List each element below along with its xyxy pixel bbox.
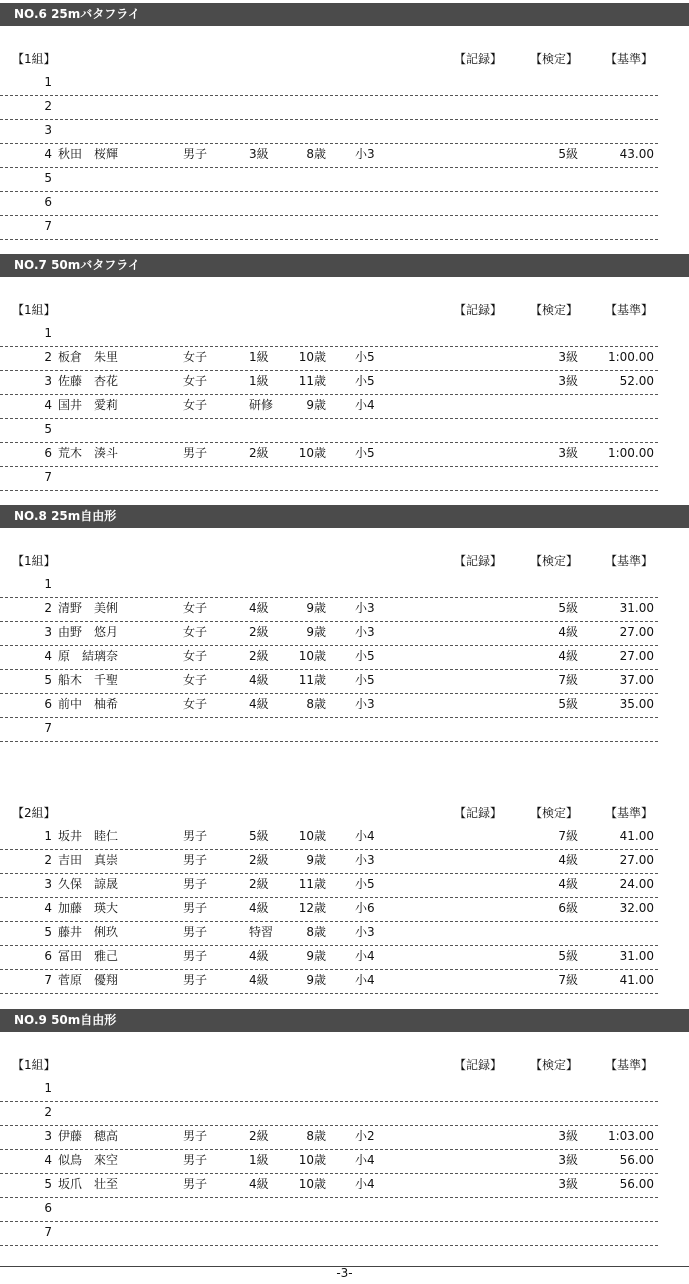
lane-row — [0, 873, 658, 898]
header-record: 【記録】 — [454, 1058, 503, 1072]
lane-row — [0, 825, 658, 850]
test-level: 7級 — [558, 973, 578, 987]
swimmer-age: 8歳 — [306, 1129, 326, 1143]
swimmer-grade: 2級 — [249, 625, 269, 639]
swimmer-grade: 3級 — [249, 147, 269, 161]
lane-row — [0, 322, 658, 347]
lane-number: 3 — [44, 625, 52, 639]
swimmer-sex: 女子 — [183, 398, 208, 412]
header-test: 【検定】 — [530, 1058, 579, 1072]
swimmer-sex: 男子 — [183, 1129, 208, 1143]
lane-number: 2 — [44, 99, 52, 113]
header-standard: 【基準】 — [605, 554, 654, 568]
lane-number: 5 — [44, 422, 52, 436]
swimmer-sex: 男子 — [183, 1153, 208, 1167]
lane-row — [0, 1197, 658, 1222]
swimmer-sex: 女子 — [183, 625, 208, 639]
swimmer-grade: 1級 — [249, 374, 269, 388]
header-test: 【検定】 — [530, 554, 579, 568]
header-record: 【記録】 — [454, 303, 503, 317]
swimmer-name: 国井 愛莉 — [58, 398, 119, 412]
test-level: 5級 — [558, 697, 578, 711]
lane-row — [0, 645, 658, 670]
school-year: 小5 — [355, 446, 375, 460]
group-label: 【1組】 — [12, 1058, 56, 1072]
standard-time: 32.00 — [619, 901, 654, 915]
test-level: 5級 — [558, 949, 578, 963]
standard-time: 41.00 — [619, 973, 654, 987]
swimmer-name: 坂爪 壮至 — [58, 1177, 119, 1191]
test-level: 4級 — [558, 625, 578, 639]
swimmer-sex: 男子 — [183, 877, 208, 891]
swimmer-grade: 2級 — [249, 877, 269, 891]
school-year: 小4 — [355, 1153, 375, 1167]
test-level: 4級 — [558, 649, 578, 663]
standard-time: 56.00 — [619, 1153, 654, 1167]
swimmer-grade: 4級 — [249, 1177, 269, 1191]
lane-number: 3 — [44, 1129, 52, 1143]
swimmer-age: 8歳 — [306, 147, 326, 161]
lane-row — [0, 969, 658, 994]
lane-number: 7 — [44, 973, 52, 987]
lane-row — [0, 849, 658, 874]
swimmer-age: 9歳 — [306, 398, 326, 412]
lane-number: 7 — [44, 470, 52, 484]
lane-row — [0, 717, 658, 742]
test-level: 3級 — [558, 1153, 578, 1167]
lane-row — [0, 1125, 658, 1150]
lane-number: 2 — [44, 1105, 52, 1119]
swimmer-name: 冨田 雅己 — [58, 949, 119, 963]
swimmer-grade: 2級 — [249, 1129, 269, 1143]
school-year: 小3 — [355, 625, 375, 639]
swimmer-grade: 1級 — [249, 350, 269, 364]
swimmer-age: 9歳 — [306, 601, 326, 615]
lane-number: 2 — [44, 853, 52, 867]
swimmer-name: 由野 悠月 — [58, 625, 119, 639]
lane-number: 7 — [44, 219, 52, 233]
group-label: 【1組】 — [12, 52, 56, 66]
swimmer-sex: 男子 — [183, 1177, 208, 1191]
lane-number: 6 — [44, 697, 52, 711]
lane-number: 7 — [44, 721, 52, 735]
school-year: 小4 — [355, 973, 375, 987]
lane-number: 4 — [44, 147, 52, 161]
swimmer-grade: 2級 — [249, 446, 269, 460]
swimmer-age: 10歳 — [298, 446, 326, 460]
swimmer-sex: 男子 — [183, 147, 208, 161]
swimmer-age: 10歳 — [298, 1153, 326, 1167]
lane-row — [0, 215, 658, 240]
lane-row — [0, 370, 658, 395]
lane-number: 2 — [44, 350, 52, 364]
standard-time: 27.00 — [619, 649, 654, 663]
swimmer-name: 菅原 優翔 — [58, 973, 119, 987]
lane-row — [0, 71, 658, 96]
swimmer-grade: 特習 — [249, 925, 274, 939]
lane-number: 5 — [44, 171, 52, 185]
swimmer-age: 12歳 — [298, 901, 326, 915]
standard-time: 35.00 — [619, 697, 654, 711]
school-year: 小5 — [355, 350, 375, 364]
swimmer-name: 秋田 桜輝 — [58, 147, 119, 161]
swimmer-name: 藤井 俐玖 — [58, 925, 119, 939]
event-title-no7: NO.7 50mバタフライ — [0, 254, 689, 277]
school-year: 小6 — [355, 901, 375, 915]
swimmer-sex: 女子 — [183, 649, 208, 663]
swimmer-age: 11歳 — [298, 673, 326, 687]
standard-time: 43.00 — [619, 147, 654, 161]
lane-number: 5 — [44, 1177, 52, 1191]
swimmer-name: 荒木 湊斗 — [58, 446, 119, 460]
test-level: 3級 — [558, 374, 578, 388]
swimmer-sex: 女子 — [183, 601, 208, 615]
school-year: 小3 — [355, 697, 375, 711]
test-level: 4級 — [558, 877, 578, 891]
swimmer-name: 加藤 瑛大 — [58, 901, 119, 915]
lane-row — [0, 693, 658, 718]
school-year: 小3 — [355, 925, 375, 939]
standard-time: 37.00 — [619, 673, 654, 687]
group-label: 【1組】 — [12, 303, 56, 317]
standard-time: 52.00 — [619, 374, 654, 388]
lane-row — [0, 597, 658, 622]
lane-number: 6 — [44, 446, 52, 460]
swimmer-sex: 男子 — [183, 949, 208, 963]
test-level: 3級 — [558, 1177, 578, 1191]
lane-row — [0, 466, 658, 491]
standard-time: 27.00 — [619, 625, 654, 639]
standard-time: 41.00 — [619, 829, 654, 843]
school-year: 小4 — [355, 1177, 375, 1191]
lane-number: 5 — [44, 925, 52, 939]
school-year: 小3 — [355, 853, 375, 867]
header-test: 【検定】 — [530, 303, 579, 317]
swimmer-age: 9歳 — [306, 949, 326, 963]
lane-number: 2 — [44, 601, 52, 615]
header-standard: 【基準】 — [605, 303, 654, 317]
standard-time: 24.00 — [619, 877, 654, 891]
lane-row — [0, 621, 658, 646]
event-title-no8: NO.8 25m自由形 — [0, 505, 689, 528]
swimmer-sex: 女子 — [183, 697, 208, 711]
lane-row — [0, 167, 658, 192]
header-standard: 【基準】 — [605, 1058, 654, 1072]
swimmer-age: 10歳 — [298, 1177, 326, 1191]
header-test: 【検定】 — [530, 52, 579, 66]
lane-number: 6 — [44, 1201, 52, 1215]
swimmer-age: 10歳 — [298, 350, 326, 364]
header-test: 【検定】 — [530, 806, 579, 820]
header-standard: 【基準】 — [605, 52, 654, 66]
lane-number: 4 — [44, 901, 52, 915]
swimmer-grade: 4級 — [249, 949, 269, 963]
lane-row — [0, 1101, 658, 1126]
standard-time: 31.00 — [619, 949, 654, 963]
lane-row — [0, 945, 658, 970]
lane-number: 1 — [44, 1081, 52, 1095]
lane-number: 6 — [44, 949, 52, 963]
swimmer-sex: 男子 — [183, 829, 208, 843]
swimmer-name: 坂井 睦仁 — [58, 829, 119, 843]
test-level: 3級 — [558, 446, 578, 460]
swimmer-age: 10歳 — [298, 829, 326, 843]
lane-number: 5 — [44, 673, 52, 687]
lane-row — [0, 1221, 658, 1246]
group-label: 【1組】 — [12, 554, 56, 568]
swimmer-name: 清野 美俐 — [58, 601, 119, 615]
swimmer-grade: 1級 — [249, 1153, 269, 1167]
swimmer-grade: 研修 — [249, 398, 274, 412]
lane-number: 1 — [44, 75, 52, 89]
swimmer-grade: 4級 — [249, 901, 269, 915]
swimmer-age: 8歳 — [306, 697, 326, 711]
swimmer-age: 9歳 — [306, 853, 326, 867]
swimmer-name: 似鳥 來空 — [58, 1153, 119, 1167]
school-year: 小4 — [355, 398, 375, 412]
swimmer-age: 11歳 — [298, 877, 326, 891]
swimmer-sex: 女子 — [183, 374, 208, 388]
school-year: 小2 — [355, 1129, 375, 1143]
lane-row — [0, 119, 658, 144]
swimmer-grade: 2級 — [249, 853, 269, 867]
school-year: 小3 — [355, 147, 375, 161]
test-level: 3級 — [558, 350, 578, 364]
test-level: 7級 — [558, 673, 578, 687]
lane-row — [0, 95, 658, 120]
group-label: 【2組】 — [12, 806, 56, 820]
lane-number: 7 — [44, 1225, 52, 1239]
lane-row — [0, 418, 658, 443]
standard-time: 1:03.00 — [607, 1129, 654, 1143]
header-record: 【記録】 — [454, 806, 503, 820]
swimmer-age: 9歳 — [306, 973, 326, 987]
swimmer-age: 11歳 — [298, 374, 326, 388]
swimmer-sex: 男子 — [183, 446, 208, 460]
header-standard: 【基準】 — [605, 806, 654, 820]
swimmer-sex: 女子 — [183, 673, 208, 687]
swimmer-name: 吉田 真崇 — [58, 853, 119, 867]
swimmer-name: 伊藤 穂高 — [58, 1129, 119, 1143]
swimmer-sex: 男子 — [183, 901, 208, 915]
swimmer-age: 8歳 — [306, 925, 326, 939]
event-title-no6: NO.6 25mバタフライ — [0, 3, 689, 26]
test-level: 3級 — [558, 1129, 578, 1143]
swimmer-name: 板倉 朱里 — [58, 350, 119, 364]
lane-row — [0, 1077, 658, 1102]
lane-number: 3 — [44, 877, 52, 891]
test-level: 5級 — [558, 601, 578, 615]
lane-row — [0, 573, 658, 598]
swimmer-sex: 男子 — [183, 925, 208, 939]
standard-time: 56.00 — [619, 1177, 654, 1191]
lane-row — [0, 346, 658, 371]
lane-row — [0, 442, 658, 467]
swimmer-sex: 女子 — [183, 350, 208, 364]
event-title-no9: NO.9 50m自由形 — [0, 1009, 689, 1032]
header-record: 【記録】 — [454, 554, 503, 568]
lane-row — [0, 394, 658, 419]
school-year: 小4 — [355, 829, 375, 843]
test-level: 6級 — [558, 901, 578, 915]
lane-number: 1 — [44, 326, 52, 340]
lane-row — [0, 1149, 658, 1174]
school-year: 小3 — [355, 601, 375, 615]
lane-row — [0, 1173, 658, 1198]
swimmer-age: 9歳 — [306, 625, 326, 639]
swimmer-grade: 4級 — [249, 973, 269, 987]
lane-row — [0, 191, 658, 216]
swimmer-grade: 5級 — [249, 829, 269, 843]
lane-number: 4 — [44, 398, 52, 412]
lane-row — [0, 921, 658, 946]
standard-time: 1:00.00 — [607, 446, 654, 460]
lane-number: 4 — [44, 1153, 52, 1167]
school-year: 小5 — [355, 374, 375, 388]
page-number: -3- — [336, 1266, 353, 1280]
swimmer-sex: 男子 — [183, 853, 208, 867]
lane-row — [0, 897, 658, 922]
swimmer-grade: 4級 — [249, 697, 269, 711]
swimmer-age: 10歳 — [298, 649, 326, 663]
test-level: 5級 — [558, 147, 578, 161]
swimmer-grade: 4級 — [249, 601, 269, 615]
lane-number: 1 — [44, 577, 52, 591]
standard-time: 1:00.00 — [607, 350, 654, 364]
lane-number: 3 — [44, 374, 52, 388]
swimmer-name: 佐藤 杏花 — [58, 374, 119, 388]
swimmer-grade: 2級 — [249, 649, 269, 663]
swimmer-name: 久保 諒晟 — [58, 877, 119, 891]
lane-row — [0, 143, 658, 168]
swimmer-name: 船木 千聖 — [58, 673, 119, 687]
school-year: 小4 — [355, 949, 375, 963]
test-level: 7級 — [558, 829, 578, 843]
lane-number: 1 — [44, 829, 52, 843]
school-year: 小5 — [355, 649, 375, 663]
header-record: 【記録】 — [454, 52, 503, 66]
swimmer-name: 原 結璃奈 — [58, 649, 119, 663]
lane-row — [0, 669, 658, 694]
swimmer-grade: 4級 — [249, 673, 269, 687]
standard-time: 31.00 — [619, 601, 654, 615]
lane-number: 6 — [44, 195, 52, 209]
standard-time: 27.00 — [619, 853, 654, 867]
swimmer-name: 前中 柚希 — [58, 697, 119, 711]
school-year: 小5 — [355, 877, 375, 891]
swimmer-sex: 男子 — [183, 973, 208, 987]
lane-number: 3 — [44, 123, 52, 137]
school-year: 小5 — [355, 673, 375, 687]
test-level: 4級 — [558, 853, 578, 867]
lane-number: 4 — [44, 649, 52, 663]
